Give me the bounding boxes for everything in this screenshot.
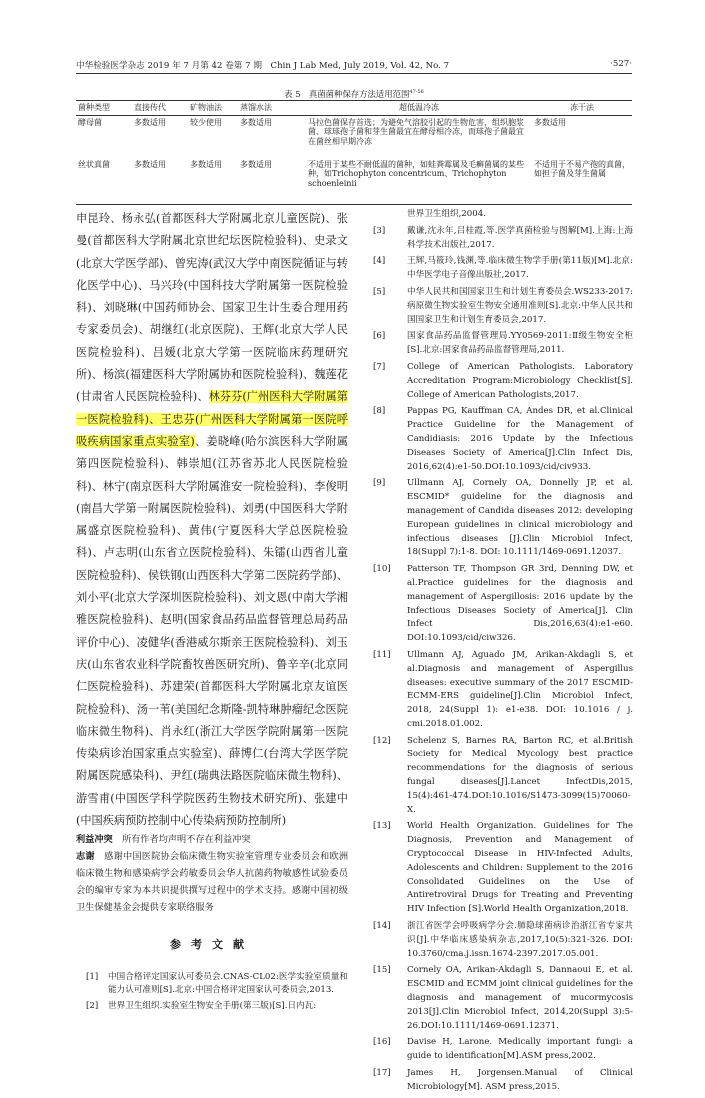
- table-caption-text: 表 5 真菌菌种保存方法适用范围: [284, 89, 410, 99]
- ref-number: [14]: [373, 921, 391, 932]
- ref-text: 世界卫生组织.实验室生物安全手册(第三版)[S].日内瓦:: [108, 1001, 317, 1012]
- reference-item: [373, 820, 633, 917]
- ref-number: [5]: [373, 286, 386, 297]
- reference-item: [373, 405, 633, 474]
- page-number: ·527·: [610, 59, 632, 69]
- reference-item: [373, 208, 633, 222]
- right-column-references: [373, 208, 633, 1098]
- reference-item: [373, 964, 633, 1033]
- author-list: [76, 208, 348, 832]
- fungal-storage-table: [76, 100, 632, 205]
- table-cell: 酵母菌: [78, 117, 102, 127]
- table-cell: 多数适用: [240, 117, 272, 127]
- reference-item: [76, 971, 348, 999]
- ref-text: 浙江省医学会呼吸病学分会.肺隐球菌病诊治浙江省专家共识[J].中华临床感染病杂志,2017,10(5):321-326. DOI: 10.3760/cma.j.issn.1674-2397.2017.05.001.: [407, 921, 633, 959]
- acknowledgement: [76, 849, 348, 916]
- ref-number: [4]: [373, 256, 386, 267]
- ref-number: [3]: [373, 225, 386, 236]
- ref-text: Ullmann AJ, Cornely OA, Donnelly JP, et al. ESCMID* guideline for the diagnosis and management of Candida diseases 2012: developing European guidelines in clinical microbiology and infectious diseases [J].Clin Microbiol Infect, 18(Suppl 7):1-8. DOI: 10.1111/1469-0691.12037.: [407, 478, 633, 558]
- ref-text: College of American Pathologists. Laboratory Accreditation Program:Microbiology Checklist[S]. College of American Pathologists,2017.: [407, 361, 633, 400]
- reference-item: [373, 255, 633, 283]
- ref-number: [13]: [373, 821, 391, 832]
- ref-number: [373, 208, 407, 222]
- reference-item: [373, 1036, 633, 1064]
- ref-number: [16]: [373, 1037, 391, 1048]
- table-cell: 多数适用: [534, 117, 566, 127]
- ref-text: Cornely OA, Arikan-Akdagli S, Dannaoui E, et al. ESCMID and ECMM joint clinical guidelines for the diagnosis and management of mucormycosis 2013[J].Clin Microbiol Infect, 2014,20(Suppl 3):5-26.DOI:10.1111/1469-0691.12371.: [407, 965, 633, 1031]
- ack-text: 感谢中国医院协会临床微生物实验室管理专业委员会和欧洲临床微生物和感染病学会药敏委员会华人抗菌药物敏感性试验委员会的编审专家为本共识提供撰写过程中的学术支持。感谢中国初级卫生保健基金会提供专家联络服务: [76, 851, 349, 913]
- ref-text: Schelenz S, Barnes RA, Barton RC, et al.British Society for Medical Mycology best practice recommendations for the diagnosis of serious fungal diseases[J].Lancet InfectDis,2015, 15(4):461-474.DOI:10.1016/S1473-3099(15)70060-X.: [407, 735, 633, 815]
- reference-item: [373, 920, 633, 961]
- reference-item: [373, 477, 633, 560]
- col-header: 蒸馏水法: [238, 101, 306, 116]
- ref-text: Patterson TF, Thompson GR 3rd, Denning DW, et al.Practice guidelines for the diagnosis and management of Aspergillosis: 2016 update by the Infectious Diseases Society of America[J]. Clin Infect Dis,2016,63(4):e1-e60. DOI:10.1093/cid/ciw326.: [407, 564, 633, 644]
- references-title: 参考文献: [170, 938, 254, 952]
- left-column: [76, 208, 348, 1016]
- table-cell: 多数适用: [238, 158, 306, 205]
- table-cell: 多数适用: [132, 158, 188, 205]
- ref-number: [17]: [373, 1068, 391, 1079]
- reference-item: [373, 563, 633, 646]
- journal-citation: 中华检验医学杂志 2019 年 7 月第 42 卷第 7 期 Chin J Lab Med, July 2019, Vol. 42, No. 7: [76, 61, 450, 71]
- table-header-row: [76, 101, 632, 116]
- author-list-part-2: 、姜晓峰(哈尔滨医科大学附属第四医院检验科)、韩崇旭(江苏省苏北人民医院检验科)、林宁(南京医科大学附属淮安一院检验科)、李俊明(南昌大学第一附属医院检验科)、刘勇(中国医科大学附属盛京医院检验科)、黄伟(宁夏医科大学总医院检验科)、卢志明(山东省立医院检验科)、朱镭(山西省儿童医院检验科)、侯铁钢(山西医科大学第二医院药学部)、刘小平(北京大学深圳医院检验科)、刘文恩(中南大学湘雅医院检验科)、赵明(国家食品药品监督管理总局药品评价中心)、凌健华(香港威尔斯亲王医院检验科)、刘玉庆(山东省农业科学院畜牧兽医研究所)、鲁辛辛(北京同仁医院检验科)、苏建荣(首都医科大学附属北京友谊医院检验科)、汤一苇(美国纪念斯隆-凯特琳肿瘤纪念医院临床微生物科)、肖永红(浙江大学医学院附属第一医院传染病诊治国家重点实验室)、薛博仁(台湾大学医学院附属医院感染科)、尹红(瑞典法路医院临床微生物科)、游雪甫(中国医学科学院医药生物技术研究所)、张建中(中国疾病预防控制中心传染病预防控制所): [76, 434, 348, 828]
- col-header: 超低温冷冻: [306, 101, 532, 116]
- table-cell: 多数适用: [188, 158, 238, 205]
- reference-item: [373, 286, 633, 327]
- table-caption-refs: 47-56: [409, 89, 424, 96]
- ref-text: 王辉,马筱玲,钱渊,等.临床微生物学手册(第11版)[M].北京:中华医学电子音像出版社,2017.: [407, 256, 633, 281]
- col-header: 冻干法: [532, 101, 632, 116]
- conflict-statement: [76, 832, 348, 849]
- ack-label: 志谢: [76, 851, 95, 863]
- reference-item: [373, 225, 633, 253]
- ref-text: 国家食品药品监督管理局.YY0569-2011:Ⅱ级生物安全柜[S].北京:国家食品药品监督管理局,2011.: [407, 331, 633, 356]
- ref-number: [12]: [373, 735, 391, 746]
- conflict-text: 所有作者均声明不存在利益冲突: [121, 834, 251, 846]
- ref-number: [7]: [373, 361, 386, 372]
- highlighted-authors: 林芬芬(广州医科大学附属第一医院检验科)、王忠芬(广州医科大学附属第一医院呼吸疾病国家重点实验室): [76, 390, 348, 448]
- col-header: 菌种类型: [76, 101, 132, 116]
- ref-number: [9]: [373, 478, 386, 489]
- ref-number: [2]: [86, 1001, 99, 1012]
- col-header: 矿物油法: [188, 101, 238, 116]
- running-header: [76, 59, 632, 74]
- ref-text: 世界卫生组织,2004.: [407, 209, 486, 219]
- ref-text: 中华人民共和国国家卫生和计划生育委员会.WS233-2017:病原微生物实验室生物安全通用准则[S].北京:中华人民共和国国家卫生和计划生育委员会,2017.: [407, 286, 633, 325]
- table-cell: 多数适用: [134, 117, 166, 127]
- ref-text: James H, Jorgensen.Manual of Clinical Microbiology[M]. ASM press,2015.: [407, 1068, 633, 1092]
- ref-text: Ullmann AJ, Aguado JM, Arikan-Akdagli S, et al.Diagnosis and management of Aspergillus diseases: executive summary of the 2017 ESCMID-ECMM-ERS guideline[J].Clin Microbiol Infect, 2018, 24(Suppl 1): e1-e38. DOI: 10.1016 / j. cmi.2018.01.002.: [407, 649, 633, 729]
- reference-item: [373, 361, 633, 402]
- table-cell: 较少使用: [190, 117, 222, 127]
- table-cell: 不适用于不易产孢的真菌，如担子菌及芽生菌属: [532, 158, 632, 205]
- reference-item: [373, 735, 633, 818]
- reference-item: [373, 649, 633, 732]
- author-list-part-1: 申昆玲、杨永弘(首都医科大学附属北京儿童医院)、张曼(首都医科大学附属北京世纪坛医院检验科)、史录文(北京大学医学部)、曾宪涛(武汉大学中南医院循证与转化医学中心)、马兴玲(中国科技大学附属第一医院检验科)、刘晓琳(中国药师协会、国家卫生计生委合理用药专家委员会)、胡继红(北京医院)、王辉(北京大学人民医院检验科)、吕媛(北京大学第一医院临床药理研究所)、杨滨(福建医科大学附属协和医院检验科)、魏莲花(甘肃省人民医院检验科)、: [76, 212, 348, 404]
- ref-number: [11]: [373, 649, 391, 660]
- ref-number: [15]: [373, 965, 391, 976]
- ref-number: [6]: [373, 331, 386, 342]
- reference-item: [373, 1067, 633, 1095]
- reference-item: [373, 330, 633, 358]
- reference-item: [76, 1000, 348, 1014]
- conflict-label: 利益冲突: [76, 834, 113, 846]
- ref-number: [1]: [86, 971, 99, 982]
- ref-text: World Health Organization. Guidelines for The Diagnosis, Prevention and Management of Cryptococcal Disease in HIV-Infected Adults, Adolescents and Children: Supplement to the 2016 Consolidated Guidelines on the Use of Antiretroviral Drugs for Treating and Preventing HIV Infection [S].World Health Organization,2018.: [407, 821, 633, 915]
- ref-text: 中国合格评定国家认可委员会.CNAS-CL02:医学实验室质量和能力认可准则[S].北京:中国合格评定国家认可委员会,2013.: [108, 971, 348, 996]
- ref-number: [8]: [373, 406, 386, 417]
- table-row: [76, 115, 632, 158]
- table-cell: 不适用于某些不耐低温的菌种，如蛙粪霉属及毛癣菌属的某些种，如Trichophyton concentricum、Trichophyton schoenleinii: [306, 158, 532, 205]
- ref-text: 戴谦,沈永年,吕桂霞,等.医学真菌检验与图解[M].上海:上海科学技术出版社,2017.: [407, 225, 633, 250]
- ref-text: Davise H, Larone. Medically important fungi: a guide to identification[M].ASM press,2002.: [407, 1037, 633, 1062]
- col-header: 直接传代: [132, 101, 188, 116]
- table-row: [76, 158, 632, 205]
- ref-number: [10]: [373, 564, 391, 575]
- reference-list-left: [76, 971, 348, 1014]
- table-cell: 马拉色菌保存首选；为避免气溶胶引起的生物危害，组织胞浆菌、球球孢子菌和芽生菌最宜在酵母相冷冻，而球孢子菌最宜在菌丝相早期冷冻: [308, 117, 524, 146]
- table-caption: [76, 88, 632, 100]
- table-cell: 丝状真菌: [76, 158, 132, 205]
- ref-text: Pappas PG, Kauffman CA, Andes DR, et al.Clinical Practice Guideline for the Management of Candidiasis: 2016 Update by the Infectious Diseases Society of America[J].Clin Infect Dis, 2016,62(4):e1-50.DOI:10.1093/cid/civ933.: [407, 406, 633, 472]
